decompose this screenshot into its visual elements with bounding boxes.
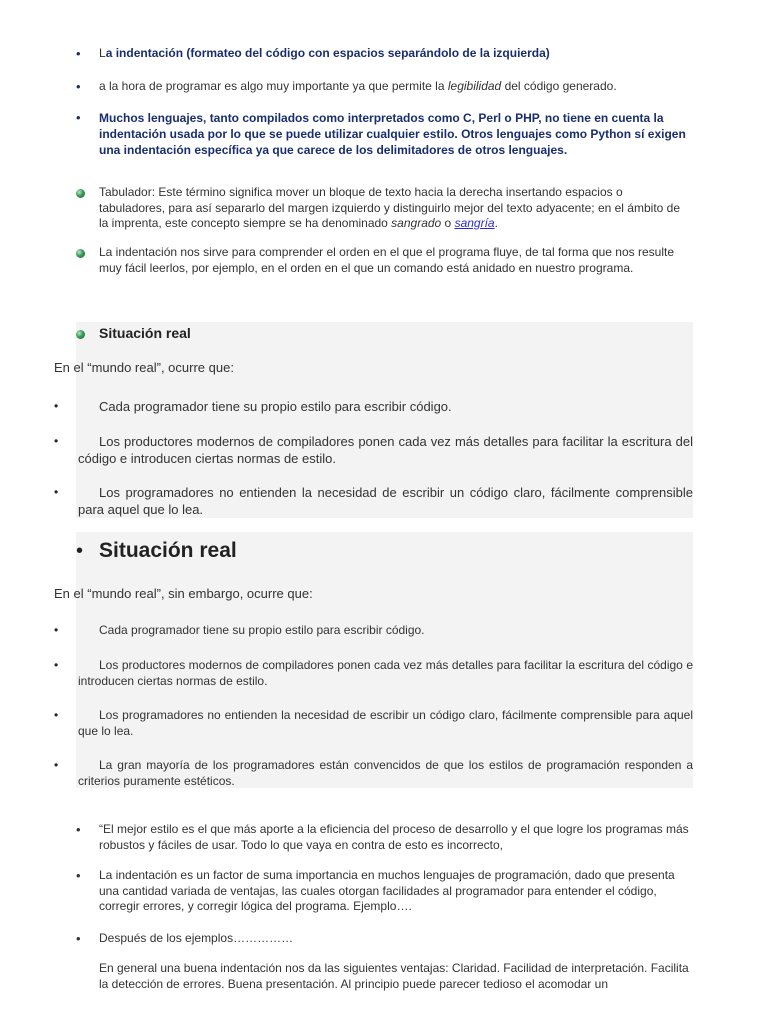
bullet-lenguajes: Muchos lenguajes, tanto compilados como interpretados como C, Perl o PHP, no tiene en cuenta la indentación usada por lo que se puede utilizar cualquier estilo. Otros lenguajes como Python sí exigen una indentación específica ya que carece de los delimitadores de otros lenguajes. <box>99 111 686 157</box>
bullet-dot: • <box>54 658 59 672</box>
bullet-dot: • <box>76 79 81 94</box>
bullet-indentacion-definicion <box>99 46 699 62</box>
link-sangria[interactable]: sangría <box>454 216 495 230</box>
section1-item: Cada programador tiene su propio estilo para escribir código. <box>99 399 452 414</box>
text-segment: a la hora de programar es algo muy importante ya que permite la <box>99 79 448 93</box>
section1-heading: Situación real <box>99 325 191 341</box>
bullet-dot: • <box>54 758 59 772</box>
text-segment: . <box>494 216 498 230</box>
bullet-dot: • <box>54 485 59 499</box>
bullet-dot: • <box>54 708 59 722</box>
paragraph-ventajas: En general una buena indentación nos da las siguientes ventajas: Claridad. Facilidad de interpretación. Facilita la detección de errores. Buena presentación. Al principio puede parecer tedioso el acomodar un <box>99 961 689 991</box>
bullet-dot: • <box>54 434 59 448</box>
paragraph-tabulador <box>99 185 689 232</box>
section2-intro: En el “mundo real”, sin embargo, ocurre que: <box>54 586 313 601</box>
bullet-dot: • <box>76 868 81 883</box>
gem-bullet-icon <box>76 189 85 198</box>
section1-item: Los productores modernos de compiladores ponen cada vez más detalles para facilitar la escritura del código e introducen ciertas normas de estilo. <box>78 434 693 466</box>
first-letter: L <box>99 46 106 60</box>
text-segment: o <box>441 216 455 230</box>
bullet-dot: • <box>76 822 81 837</box>
bullet-dot: • <box>76 46 81 61</box>
bullet-dot: • <box>54 623 59 637</box>
bullet-dot: • <box>76 110 81 125</box>
section2-item: Cada programador tiene su propio estilo para escribir código. <box>99 623 425 637</box>
emphasis-sangrado: sangrado <box>391 216 442 230</box>
paragraph-mejor-estilo: “El mejor estilo es el que más aporte a la eficiencia del proceso de desarrollo y el que logre los programas más robustos y fáciles de usar. Todo lo que vaya en contra de esto es incorrecto, <box>99 822 689 852</box>
bullet-dot: • <box>76 931 81 946</box>
paragraph-factor-importancia: La indentación es un factor de suma importancia en muchos lenguajes de programación, dado que presenta una cantidad variada de ventajas, las cuales otorgan facilidades al programador para entender el código, corregir errores, y corregir lógica del programa. Ejemplo…. <box>99 868 675 913</box>
section2-item: Los productores modernos de compiladores ponen cada vez más detalles para facilitar la escritura del código e introducen ciertas normas de estilo. <box>78 658 693 688</box>
paragraph-despues-ejemplos: Después de los ejemplos…………… <box>99 931 294 945</box>
section2-heading: Situación real <box>99 539 237 562</box>
section2-item: La gran mayoría de los programadores están convencidos de que los estilos de programación responden a criterios puramente estéticos. <box>78 758 693 788</box>
bullet-dot: • <box>54 399 59 413</box>
text-segment: Tabulador: Este término significa mover un bloque de texto hacia la derecha insertando espacios o tabuladores, para así separarlo del margen izquierdo y distinguirlo mejor del texto adyacente; en el ámbito de la imprenta, este concepto siempre se ha denominado <box>99 185 681 230</box>
emphasis-legibilidad: legibilidad <box>447 79 502 93</box>
bullet-dot: • <box>76 540 84 562</box>
bullet-legibilidad <box>99 79 699 95</box>
bold-definition: a indentación (formateo del código con espacios separándolo de la izquierda) <box>105 46 550 60</box>
gem-bullet-icon <box>76 249 85 258</box>
section1-item: Los programadores no entienden la necesidad de escribir un código claro, fácilmente comprensible para aquel que lo lea. <box>78 485 693 517</box>
paragraph-orden: La indentación nos sirve para comprender el orden en el que el programa fluye, de tal forma que nos resulte muy fácil leerlos, por ejemplo, en el orden en el que un comando está anidado en nuestro programa. <box>99 245 675 275</box>
section1-intro: En el “mundo real”, ocurre que: <box>54 360 234 375</box>
text-segment: del código generado. <box>501 79 617 93</box>
gem-bullet-icon <box>76 330 85 339</box>
section2-item: Los programadores no entienden la necesidad de escribir un código claro, fácilmente comprensible para aquel que lo lea. <box>78 708 693 738</box>
